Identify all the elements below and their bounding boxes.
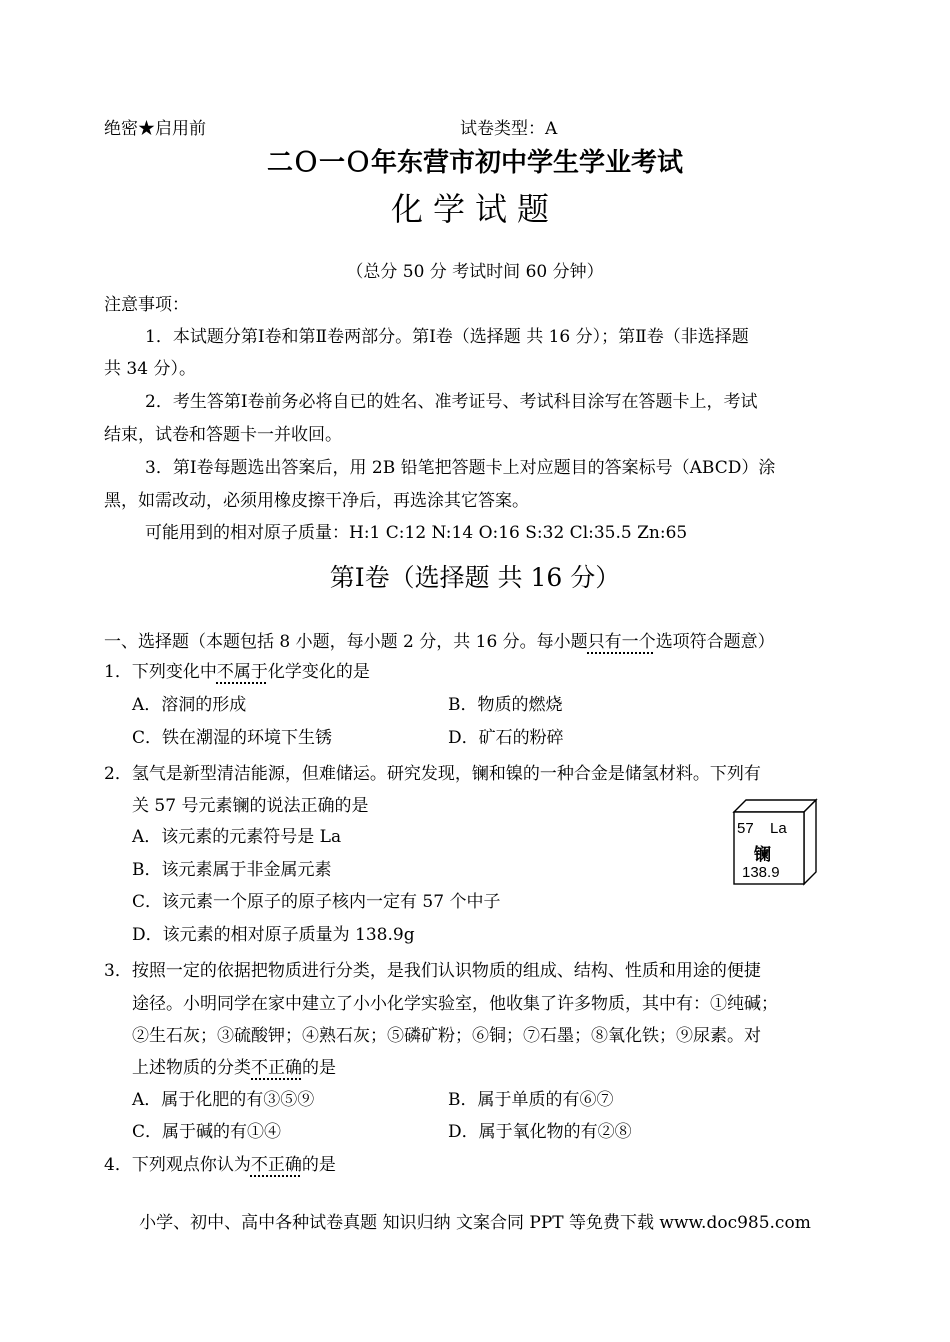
- q4-stem: [104, 1150, 336, 1175]
- q2-option-b: B．该元素属于非金属元素: [132, 860, 332, 880]
- q3-option-a: A．属于化肥的有③⑤⑨: [132, 1090, 315, 1110]
- q1-stem-post: 化学变化的是: [267, 662, 370, 682]
- notes-heading: 注意事项：: [104, 295, 189, 315]
- part1-intro-post: 选项符合题意）: [655, 632, 775, 652]
- note-1-line-1: 1．本试题分第Ⅰ卷和第Ⅱ卷两部分。第Ⅰ卷（选择题 共 16 分）；第Ⅱ卷（非选择题: [145, 327, 749, 347]
- element-symbol: La: [770, 820, 787, 837]
- q3-stem-line-2: 途径。小明同学在家中建立了小小化学实验室，他收集了许多物质，其中有：①纯碱；: [132, 994, 778, 1014]
- q4-stem-emphasis: 不正确: [250, 1155, 302, 1175]
- q3-stem-line-1: 3．按照一定的依据把物质进行分类，是我们认识物质的组成、结构、性质和用途的便捷: [104, 961, 761, 981]
- paper-type-label: 试卷类型：A: [460, 119, 558, 139]
- note-3-line-2: 黑，如需改动，必须用橡皮擦干净后，再选涂其它答案。: [104, 491, 529, 511]
- note-2-line-1: 2．考生答第Ⅰ卷前务必将自已的姓名、准考证号、考试科目涂写在答题卡上，考试: [145, 392, 758, 412]
- note-3-line-1: 3．第Ⅰ卷每题选出答案后，用 2B 铅笔把答题卡上对应题目的答案标号（ABCD）涂: [145, 458, 776, 478]
- element-atomic-mass: 138.9: [742, 864, 780, 881]
- q1-stem-pre: 1．下列变化中: [104, 662, 217, 682]
- q2-stem-line-2: 关 57 号元素镧的说法正确的是: [132, 796, 369, 816]
- q3-option-c: C．属于碱的有①④: [132, 1122, 282, 1142]
- q1-stem-emphasis: 不属于: [216, 662, 268, 682]
- q2-stem-line-1: 2．氢气是新型清洁能源，但难储运。研究发现，镧和镍的一种合金是储氢材料。下列有: [104, 764, 761, 784]
- q4-stem-pre: 4．下列观点你认为: [104, 1155, 251, 1175]
- q4-stem-post: 的是: [301, 1155, 336, 1175]
- q1-option-c: C．铁在潮湿的环境下生锈: [132, 728, 333, 748]
- q1-stem: [104, 657, 370, 682]
- note-2-line-2: 结束，试卷和答题卡一并收回。: [104, 425, 342, 445]
- q3-stem-line-3: ②生石灰；③硫酸钾；④熟石灰；⑤磷矿粉；⑥铜；⑦石墨；⑧氧化铁；⑨尿素。对: [132, 1026, 761, 1046]
- part1-intro: [104, 627, 775, 652]
- part1-title: 第Ⅰ卷（选择题 共 16 分）: [329, 563, 621, 592]
- part1-intro-pre: 一、选择题（本题包括 8 小题，每小题 2 分，共 16 分。每小题: [104, 632, 588, 652]
- element-name: 镧: [754, 845, 771, 864]
- q1-option-d: D．矿石的粉碎: [448, 728, 564, 748]
- q2-option-a: A．该元素的元素符号是 La: [132, 827, 342, 847]
- q3-line4-emphasis: 不正确: [251, 1058, 302, 1078]
- subject-title: 化学试题: [390, 190, 559, 228]
- q2-option-d: D．该元素的相对原子质量为 138.9g: [132, 925, 415, 945]
- secret-label: 绝密★启用前: [104, 119, 206, 139]
- q3-stem-line-4: [132, 1053, 336, 1078]
- q3-option-b: B．属于单质的有⑥⑦: [448, 1090, 614, 1110]
- q1-option-b: B．物质的燃烧: [448, 695, 563, 715]
- note-1-line-2: 共 34 分）。: [104, 359, 196, 379]
- exam-meta: （总分 50 分 考试时间 60 分钟）: [346, 262, 604, 282]
- atomic-masses: 可能用到的相对原子质量：H:1 C:12 N:14 O:16 S:32 Cl:35.5 Zn:65: [145, 523, 688, 543]
- footer-text: 小学、初中、高中各种试卷真题 知识归纳 文案合同 PPT 等免费下载 www.doc985.com: [139, 1213, 811, 1233]
- exam-title: 二Ｏ一Ｏ年东营市初中学生学业考试: [266, 148, 683, 178]
- part1-intro-emphasis: 只有一个: [587, 632, 656, 652]
- element-tile-lanthanum: [732, 798, 818, 886]
- element-atomic-number: 57: [737, 820, 754, 837]
- q3-line4-pre: 上述物质的分类: [132, 1058, 251, 1078]
- q3-line4-post: 的是: [302, 1058, 336, 1078]
- q3-option-d: D．属于氧化物的有②⑧: [448, 1122, 632, 1142]
- q2-option-c: C．该元素一个原子的原子核内一定有 57 个中子: [132, 892, 501, 912]
- q1-option-a: A．溶洞的形成: [132, 695, 247, 715]
